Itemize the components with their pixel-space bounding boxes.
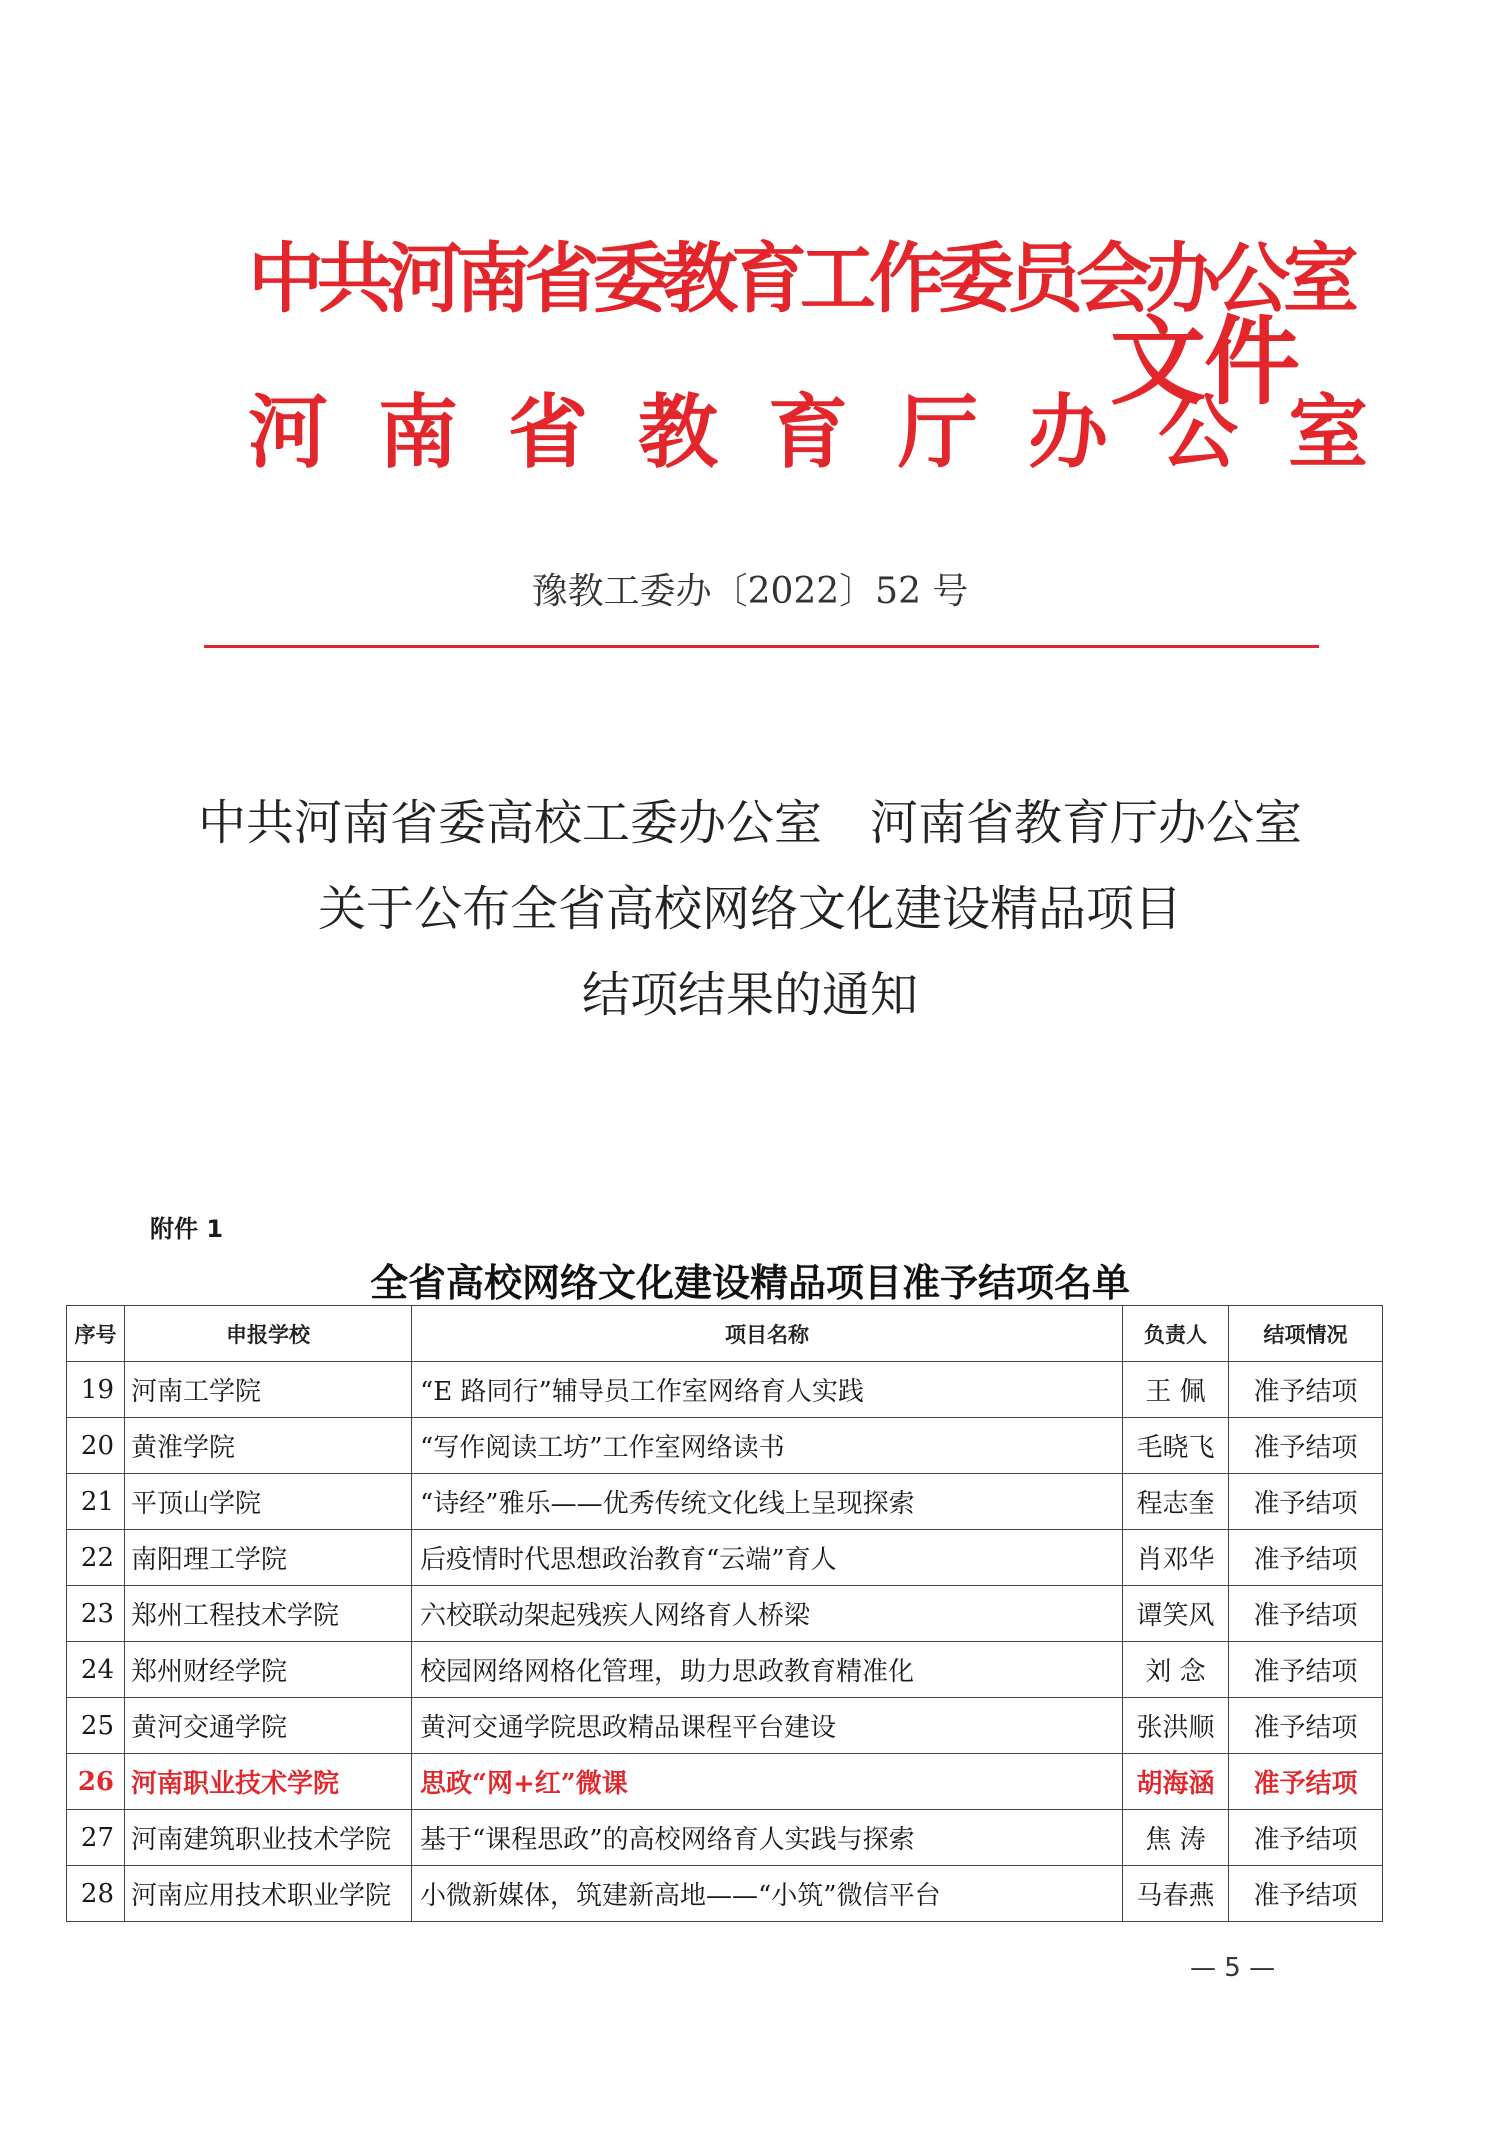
notice-title-line2: 关于公布全省高校网络文化建设精品项目	[317, 881, 1182, 937]
cell-school: 郑州工程技术学院	[125, 1586, 412, 1642]
cell-school: 河南建筑职业技术学院	[125, 1810, 412, 1866]
cell-status: 准予结项	[1229, 1586, 1383, 1642]
cell-leader: 程志奎	[1123, 1474, 1229, 1530]
letterhead-suffix: 文件	[1110, 306, 1298, 418]
document-number: 豫教工委办〔2022〕52 号	[531, 571, 969, 612]
cell-no: 23	[67, 1586, 125, 1642]
header-no: 序号	[67, 1306, 125, 1362]
cell-status: 准予结项	[1229, 1642, 1383, 1698]
table-row	[67, 1418, 1383, 1474]
cell-project: 基于“课程思政”的高校网络育人实践与探索	[412, 1810, 1123, 1866]
red-divider	[204, 645, 1319, 648]
cell-no: 28	[67, 1866, 125, 1922]
cell-status: 准予结项	[1229, 1754, 1383, 1810]
table-body	[67, 1362, 1383, 1922]
cell-project: 思政“网+红”微课	[412, 1754, 1123, 1810]
cell-status: 准予结项	[1229, 1530, 1383, 1586]
project-table	[66, 1305, 1383, 1922]
table-row	[67, 1866, 1383, 1922]
header-school: 申报学校	[125, 1306, 412, 1362]
cell-project: 六校联动架起残疾人网络育人桥梁	[412, 1586, 1123, 1642]
cell-project: 黄河交通学院思政精品课程平台建设	[412, 1698, 1123, 1754]
cell-no: 22	[67, 1530, 125, 1586]
cell-school: 郑州财经学院	[125, 1642, 412, 1698]
letterhead-line1: 中共河南省委教育工作委员会办公室	[248, 234, 1352, 323]
table-title: 全省高校网络文化建设精品项目准予结项名单	[369, 1261, 1130, 1305]
header-project: 项目名称	[412, 1306, 1123, 1362]
cell-no: 27	[67, 1810, 125, 1866]
cell-school: 河南应用技术职业学院	[125, 1866, 412, 1922]
table-row	[67, 1586, 1383, 1642]
letterhead-line2: 河南省教育厅办公室	[248, 386, 1418, 479]
cell-leader: 谭笑风	[1123, 1586, 1229, 1642]
cell-leader: 王 佩	[1123, 1362, 1229, 1418]
cell-leader: 肖邓华	[1123, 1530, 1229, 1586]
notice-title-line3: 结项结果的通知	[581, 967, 918, 1023]
cell-no: 19	[67, 1362, 125, 1418]
cell-leader: 马春燕	[1123, 1866, 1229, 1922]
cell-school: 黄淮学院	[125, 1418, 412, 1474]
table-row	[67, 1530, 1383, 1586]
cell-status: 准予结项	[1229, 1866, 1383, 1922]
table-row	[67, 1642, 1383, 1698]
cell-leader: 刘 念	[1123, 1642, 1229, 1698]
table-row	[67, 1362, 1383, 1418]
cell-status: 准予结项	[1229, 1474, 1383, 1530]
cell-project: “写作阅读工坊”工作室网络读书	[412, 1418, 1123, 1474]
cell-status: 准予结项	[1229, 1362, 1383, 1418]
cell-school: 黄河交通学院	[125, 1698, 412, 1754]
cell-school: 河南职业技术学院	[125, 1754, 412, 1810]
cell-no: 26	[67, 1754, 125, 1810]
table-row	[67, 1810, 1383, 1866]
cell-project: “诗经”雅乐——优秀传统文化线上呈现探索	[412, 1474, 1123, 1530]
cell-leader: 焦 涛	[1123, 1810, 1229, 1866]
table-row	[67, 1698, 1383, 1754]
cell-school: 河南工学院	[125, 1362, 412, 1418]
cell-leader: 胡海涵	[1123, 1754, 1229, 1810]
page-number: — 5 —	[1190, 1953, 1276, 1983]
cell-project: 校园网络网格化管理，助力思政教育精准化	[412, 1642, 1123, 1698]
cell-status: 准予结项	[1229, 1810, 1383, 1866]
header-leader: 负责人	[1123, 1306, 1229, 1362]
cell-no: 25	[67, 1698, 125, 1754]
cell-project: 后疫情时代思想政治教育“云端”育人	[412, 1530, 1123, 1586]
annex-label: 附件 1	[150, 1215, 224, 1243]
table-row	[67, 1754, 1383, 1810]
cell-no: 24	[67, 1642, 125, 1698]
cell-project: 小微新媒体，筑建新高地——“小筑”微信平台	[412, 1866, 1123, 1922]
cell-status: 准予结项	[1229, 1418, 1383, 1474]
cell-status: 准予结项	[1229, 1698, 1383, 1754]
table-header-row	[67, 1306, 1383, 1362]
cell-leader: 毛晓飞	[1123, 1418, 1229, 1474]
header-status: 结项情况	[1229, 1306, 1383, 1362]
cell-no: 21	[67, 1474, 125, 1530]
cell-project: “E 路同行”辅导员工作室网络育人实践	[412, 1362, 1123, 1418]
table-row	[67, 1474, 1383, 1530]
notice-title-line1: 中共河南省委高校工委办公室 河南省教育厅办公室	[197, 795, 1302, 851]
cell-school: 平顶山学院	[125, 1474, 412, 1530]
cell-school: 南阳理工学院	[125, 1530, 412, 1586]
cell-no: 20	[67, 1418, 125, 1474]
cell-leader: 张洪顺	[1123, 1698, 1229, 1754]
